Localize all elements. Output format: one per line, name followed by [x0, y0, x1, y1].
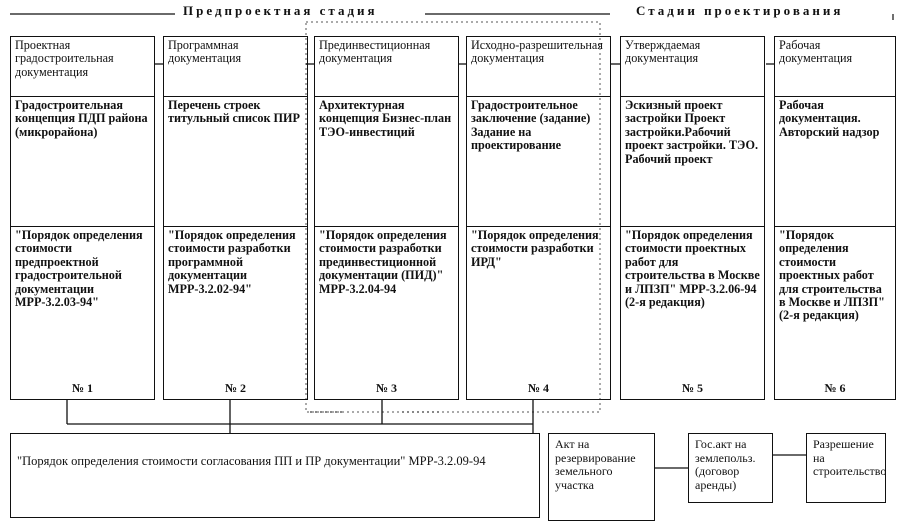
column-2-header: Программная документация	[164, 37, 307, 97]
column-6-content: Рабочая документация. Авторский надзор	[775, 97, 895, 227]
column-3-reference: "Порядок определения стоимости разработки прединвестиционной документации (ПИД)" МРР-3.2.04-94	[319, 228, 447, 296]
column-4-reference: "Порядок определения стоимости разработки ИРД"	[471, 228, 599, 269]
column-1-content: Градостроительная концепция ПДП района (микрорайона)	[11, 97, 154, 227]
land-use-state-act-box: Гос.акт на землепольз. (договор аренды)	[688, 433, 773, 503]
stage-title-pre-project: Предпроектная стадия	[183, 3, 378, 18]
column-2	[163, 36, 308, 400]
column-1	[10, 36, 155, 400]
column-6-number: № 6	[824, 381, 846, 395]
column-6-header: Рабочая документация	[775, 37, 895, 97]
column-1-number: № 1	[71, 381, 94, 395]
building-permit-box: Разрешение на строительство	[806, 433, 886, 503]
column-1-reference: "Порядок определения стоимости предпроектной градостроительной документации МРР-3.2.03-94"	[15, 228, 143, 310]
column-3-content: Архитектурная концепция Бизнес-план ТЭО-инвестиций	[315, 97, 458, 227]
column-2-reference: "Порядок определения стоимости разработки программной документации МРР-3.2.02-94"	[168, 228, 296, 296]
column-5-content: Эскизный проект застройки Проект застройки.Рабочий проект застройки. ТЭО. Рабочий проект	[621, 97, 764, 227]
stage-title-design: Стадии проектирования	[636, 3, 844, 18]
column-4-header: Исходно-разрешительная документация	[467, 37, 610, 97]
column-3-header: Прединвестиционная документация	[315, 37, 458, 97]
column-5-reference: "Порядок определения стоимости проектных работ для строительства в Москве и ЛПЗП" МРР-3.2.06-94 (2-я редакция)	[625, 228, 760, 310]
land-reservation-act-box: Акт на резервирование земельного участка	[548, 433, 655, 521]
column-4-number: № 4	[527, 381, 550, 395]
column-3	[314, 36, 459, 400]
approval-cost-box: "Порядок определения стоимости согласования ПП и ПР документации" МРР-3.2.09-94	[10, 433, 540, 518]
column-5-number: № 5	[681, 381, 704, 395]
column-2-content: Перечень строек титульный список ПИР	[164, 97, 307, 227]
column-5	[620, 36, 765, 400]
column-4	[466, 36, 611, 400]
column-3-number: № 3	[375, 381, 398, 395]
column-6-reference: "Порядок определения стоимости проектных работ для строительства в Москве и ЛПЗП" (2-я редакция)	[779, 228, 885, 323]
column-1-header: Проектная градостроительная документация	[11, 37, 154, 97]
column-6	[774, 36, 896, 400]
column-4-content: Градостроительное заключение (задание) Задание на проектирование	[467, 97, 610, 227]
column-5-header: Утверждаемая документация	[621, 37, 764, 97]
column-2-number: № 2	[224, 381, 247, 395]
